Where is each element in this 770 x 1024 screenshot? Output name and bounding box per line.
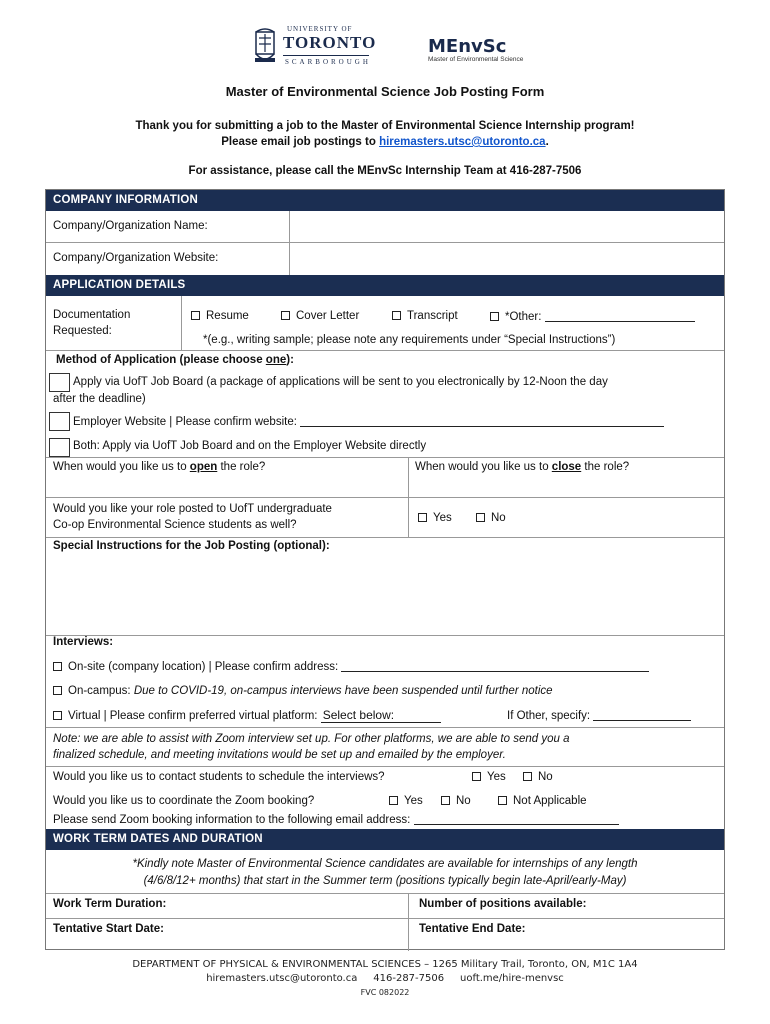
- cover-letter-option[interactable]: [281, 310, 359, 322]
- coop-no-checkbox[interactable]: [476, 513, 485, 522]
- uoft-crest-icon: [253, 26, 277, 66]
- employer-website-checkbox[interactable]: [49, 412, 70, 431]
- transcript-label: Transcript: [407, 310, 458, 322]
- documents-note: *(e.g., writing sample; please note any requirements under “Special Instructions”): [203, 334, 616, 346]
- open-prefix: When would you like us to: [53, 461, 190, 473]
- contact-no-option[interactable]: [523, 771, 553, 783]
- method-employer-website: [73, 415, 664, 428]
- contact-yes-option[interactable]: [472, 771, 506, 783]
- zoom-na-option[interactable]: [498, 795, 587, 807]
- company-website-label: Company/Organization Website:: [53, 252, 219, 264]
- open-role-question: [53, 461, 265, 473]
- other-option[interactable]: [490, 310, 695, 323]
- divider: [408, 893, 409, 951]
- divider: [46, 766, 724, 767]
- special-instructions-label: Special Instructions for the Job Posting (optional):: [53, 540, 330, 552]
- work-term-duration-label: Work Term Duration:: [53, 898, 167, 910]
- zoom-no-checkbox[interactable]: [441, 796, 450, 805]
- close-word: close: [551, 461, 582, 473]
- open-word: open: [189, 461, 218, 473]
- intro-prefix: Please email job postings to: [221, 136, 380, 148]
- footer: [0, 958, 770, 1000]
- employer-website-label: Employer Website | Please confirm website:: [73, 416, 297, 428]
- contact-yes-label: Yes: [487, 771, 506, 783]
- logo-divider: [283, 55, 369, 56]
- menvsc-logo: [428, 36, 523, 63]
- coop-yes-option[interactable]: [418, 512, 452, 524]
- divider: [46, 350, 724, 351]
- documentation-label-2: Requested:: [53, 325, 112, 337]
- job-board-checkbox[interactable]: [49, 373, 70, 392]
- company-website-field[interactable]: [296, 244, 724, 274]
- resume-checkbox[interactable]: [191, 311, 200, 320]
- method-prefix: Method of Application (please choose: [56, 354, 266, 366]
- company-name-field[interactable]: [296, 212, 724, 242]
- contact-no-checkbox[interactable]: [523, 772, 532, 781]
- divider: [46, 242, 724, 243]
- menvsc-title: MEnvSc: [428, 36, 507, 57]
- page-title: Master of Environmental Science Job Posting Form: [225, 84, 545, 99]
- footer-address: DEPARTMENT OF PHYSICAL & ENVIRONMENTAL SCIENCES – 1265 Military Trail, Toronto, ON, M1C 1A4: [132, 959, 638, 970]
- coop-question-2: Co-op Environmental Science students as well?: [53, 519, 297, 531]
- divider: [46, 918, 724, 919]
- footer-email: hiremasters.utsc@utoronto.ca: [206, 973, 358, 984]
- method-suffix: ):: [286, 354, 294, 366]
- footer-contacts: [0, 972, 770, 986]
- method-job-board-text-2: after the deadline): [53, 393, 146, 405]
- virtual-option[interactable]: [53, 708, 441, 723]
- coop-question-1: Would you like your role posted to UofT undergraduate: [53, 503, 332, 515]
- divider: [46, 497, 724, 498]
- if-other-label: If Other, specify:: [507, 710, 591, 722]
- transcript-option[interactable]: [392, 310, 458, 322]
- positions-label: Number of positions available:: [419, 898, 587, 910]
- zoom-yes-option[interactable]: [389, 795, 423, 807]
- close-prefix: When would you like us to: [415, 461, 552, 473]
- contact-no-label: No: [538, 771, 553, 783]
- method-both: Both: Apply via UofT Job Board and on the Employer Website directly: [73, 440, 427, 452]
- documentation-label-1: Documentation: [53, 309, 131, 321]
- method-heading: [56, 354, 294, 366]
- uoft-small-text: UNIVERSITY OF: [287, 25, 353, 33]
- onsite-label: On-site (company location) | Please confirm address:: [68, 661, 339, 673]
- divider: [46, 537, 724, 538]
- work-term-note-1: *Kindly note Master of Environmental Science candidates are available for internships of any length: [132, 858, 638, 870]
- coop-no-label: No: [491, 512, 506, 524]
- uoft-sub-text: SCARBOROUGH: [285, 58, 371, 66]
- method-one: one: [265, 354, 287, 366]
- oncampus-note: Due to COVID-19, on-campus interviews have been suspended until further notice: [133, 685, 553, 697]
- both-method-checkbox[interactable]: [49, 438, 70, 457]
- coop-no-option[interactable]: [476, 512, 506, 524]
- divider: [46, 635, 724, 636]
- cover-letter-checkbox[interactable]: [281, 311, 290, 320]
- contact-students-question: Would you like us to contact students to schedule the interviews?: [53, 771, 385, 783]
- zoom-na-checkbox[interactable]: [498, 796, 507, 805]
- form-code: FVC 082022: [360, 988, 410, 997]
- if-other-input[interactable]: [593, 709, 691, 721]
- company-name-label: Company/Organization Name:: [53, 220, 208, 232]
- work-term-header: WORK TERM DATES AND DURATION: [46, 829, 724, 850]
- onsite-checkbox[interactable]: [53, 662, 62, 671]
- uoft-scarborough-logo: [253, 24, 377, 70]
- resume-label: Resume: [206, 310, 249, 322]
- zoom-no-label: No: [456, 795, 471, 807]
- platform-select[interactable]: Select below:: [321, 708, 441, 723]
- contact-yes-checkbox[interactable]: [472, 772, 481, 781]
- zoom-yes-label: Yes: [404, 795, 423, 807]
- other-label: *Other:: [505, 311, 542, 323]
- open-suffix: the role?: [217, 461, 266, 473]
- if-other-field: [507, 709, 691, 722]
- oncampus-checkbox[interactable]: [53, 686, 62, 695]
- divider: [181, 296, 182, 350]
- company-info-header: COMPANY INFORMATION: [46, 190, 724, 211]
- special-instructions-field[interactable]: [48, 556, 722, 634]
- job-posting-form: [45, 189, 725, 950]
- resume-option[interactable]: [191, 310, 249, 322]
- coop-yes-label: Yes: [433, 512, 452, 524]
- method-job-board-text-1: Apply via UofT Job Board (a package of applications will be sent to you electronically by 12-Noon the day: [73, 376, 608, 388]
- zoom-yes-checkbox[interactable]: [389, 796, 398, 805]
- zoom-note-2: finalized schedule, and meeting invitations would be set up and emailed by the employer.: [53, 749, 506, 761]
- intro-line-1: Thank you for submitting a job to the Master of Environmental Science Internship program!: [135, 120, 635, 132]
- divider: [46, 727, 724, 728]
- divider: [289, 211, 290, 275]
- zoom-email-label: Please send Zoom booking information to the following email address:: [53, 814, 411, 826]
- onsite-option[interactable]: [53, 660, 649, 673]
- zoom-email-input[interactable]: [414, 813, 619, 825]
- work-term-note-2: (4/6/8/12+ months) that start in the Summer term (positions typically begin late-April/early-May): [143, 875, 627, 887]
- intro-text: [0, 118, 770, 150]
- footer-url: uoft.me/hire-menvsc: [460, 973, 564, 984]
- oncampus-option[interactable]: [53, 685, 553, 697]
- email-link[interactable]: hiremasters.utsc@utoronto.ca: [379, 136, 546, 148]
- transcript-checkbox[interactable]: [392, 311, 401, 320]
- zoom-email-field: [53, 813, 619, 826]
- divider: [46, 457, 724, 458]
- virtual-checkbox[interactable]: [53, 711, 62, 720]
- close-suffix: the role?: [581, 461, 630, 473]
- onsite-address-input[interactable]: [341, 660, 649, 672]
- uoft-big-text: TORONTO: [283, 33, 377, 52]
- other-checkbox[interactable]: [490, 312, 499, 321]
- close-role-question: [415, 461, 629, 473]
- application-details-header: APPLICATION DETAILS: [46, 275, 724, 296]
- zoom-na-label: Not Applicable: [513, 795, 587, 807]
- interviews-label: Interviews:: [53, 636, 114, 648]
- zoom-no-option[interactable]: [441, 795, 471, 807]
- cover-letter-label: Cover Letter: [296, 310, 360, 322]
- zoom-booking-question: Would you like us to coordinate the Zoom booking?: [53, 795, 315, 807]
- assistance-text: For assistance, please call the MEnvSc Internship Team at 416-287-7506: [188, 165, 582, 177]
- divider: [46, 893, 724, 894]
- logo-area: [0, 24, 770, 72]
- virtual-label: Virtual | Please confirm preferred virtual platform:: [68, 710, 318, 722]
- other-input[interactable]: [545, 310, 695, 322]
- intro-line-2: [0, 134, 770, 150]
- oncampus-label: On-campus:: [68, 685, 134, 697]
- footer-phone: 416-287-7506: [373, 973, 445, 984]
- end-date-label: Tentative End Date:: [419, 923, 526, 935]
- start-date-label: Tentative Start Date:: [53, 923, 164, 935]
- employer-website-input[interactable]: [300, 415, 664, 427]
- intro-suffix: .: [545, 136, 549, 148]
- zoom-note-1: Note: we are able to assist with Zoom interview set up. For other platforms, we are able to send you a: [53, 733, 570, 745]
- coop-yes-checkbox[interactable]: [418, 513, 427, 522]
- menvsc-subtitle: Master of Environmental Science: [428, 56, 524, 63]
